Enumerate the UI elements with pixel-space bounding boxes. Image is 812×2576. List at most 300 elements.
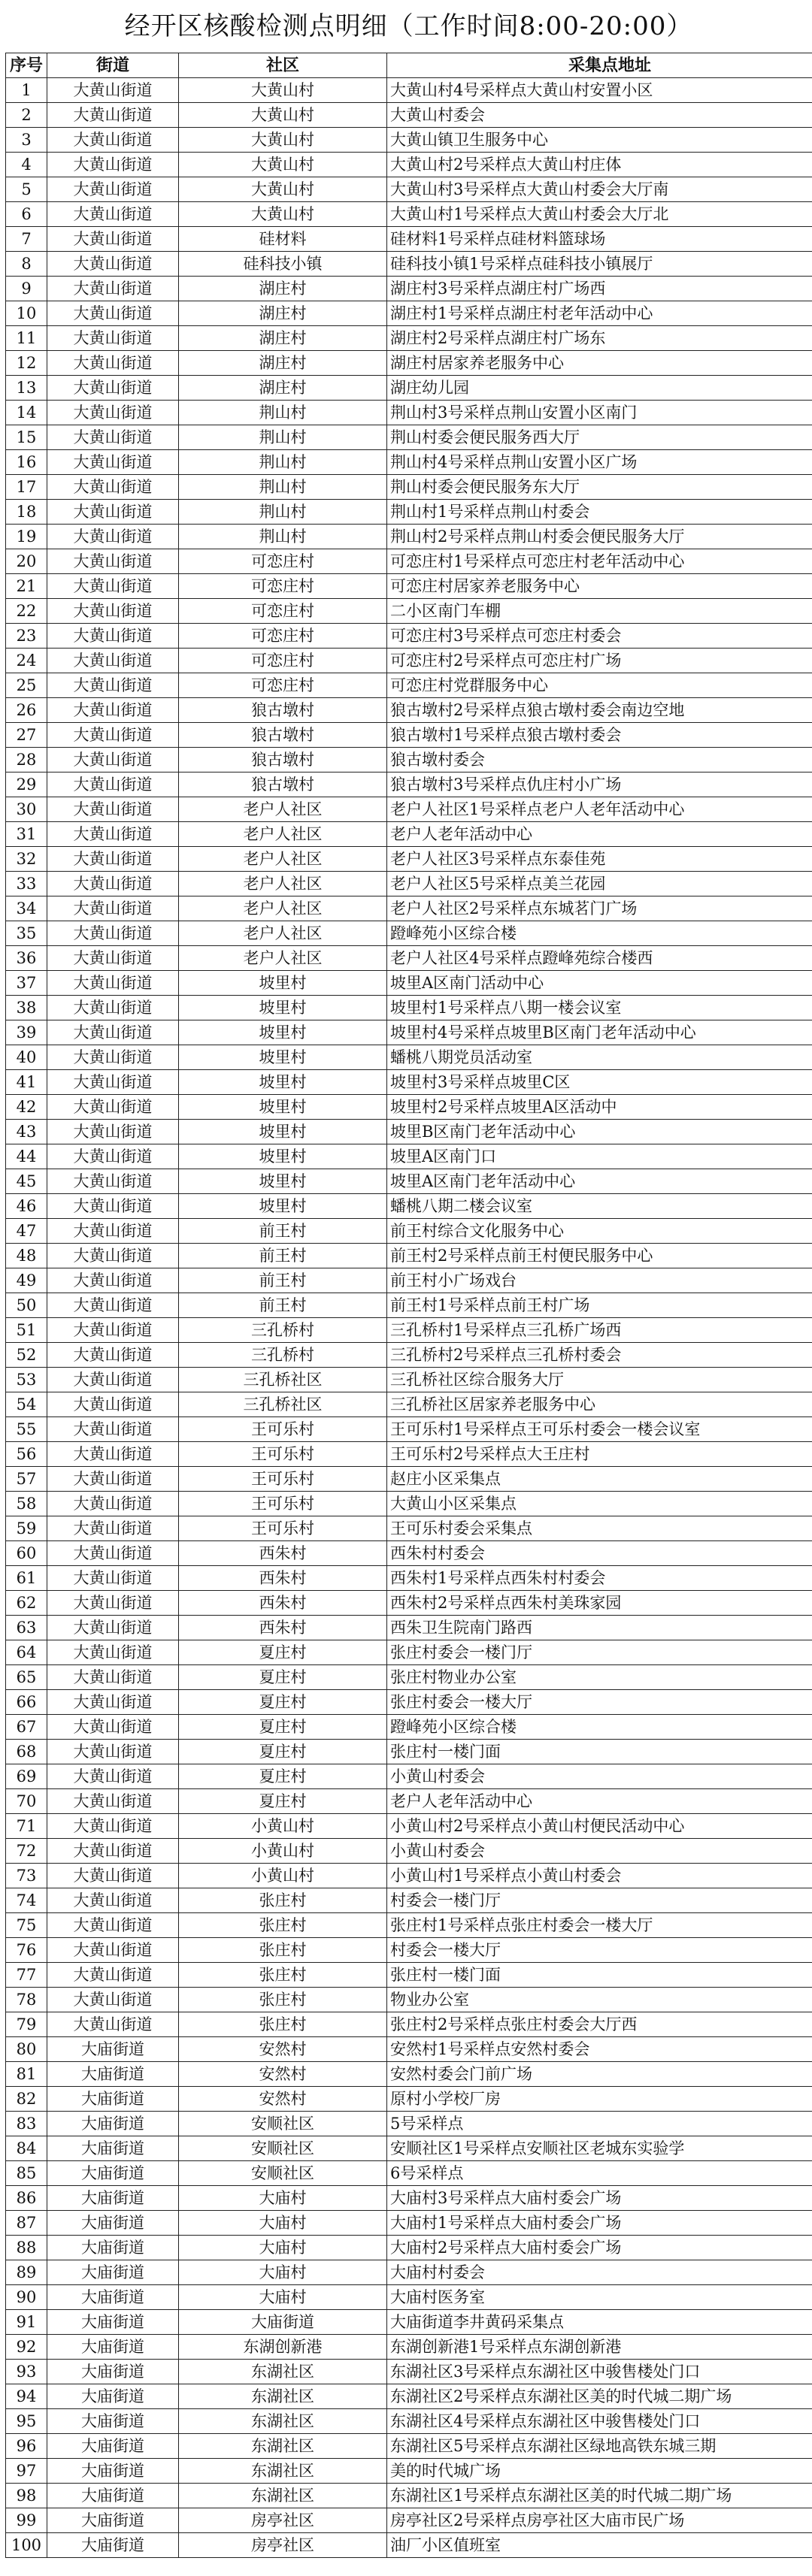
table-row bbox=[6, 2186, 812, 2211]
row-address: 坡里村3号采样点坡里C区 bbox=[387, 1070, 812, 1095]
row-address: 大庙村1号采样点大庙村委会广场 bbox=[387, 2211, 812, 2236]
row-street: 大黄山街道 bbox=[47, 1293, 179, 1318]
table-row bbox=[6, 177, 812, 202]
row-address: 张庄村2号采样点张庄村委会大厅西 bbox=[387, 2012, 812, 2037]
row-address: 蹬峰苑小区综合楼 bbox=[387, 1715, 812, 1740]
table-row bbox=[6, 1566, 812, 1591]
table-row bbox=[6, 673, 812, 698]
row-address: 大庙村村委会 bbox=[387, 2260, 812, 2285]
header-address: 采集点地址 bbox=[387, 53, 812, 78]
row-address: 大黄山村委会 bbox=[387, 103, 812, 128]
table-row bbox=[6, 2360, 812, 2384]
table-row bbox=[6, 1640, 812, 1665]
row-address: 老户人老年活动中心 bbox=[387, 822, 812, 847]
row-address: 原村小学校厂房 bbox=[387, 2087, 812, 2112]
row-address: 大黄山镇卫生服务中心 bbox=[387, 128, 812, 153]
table-row bbox=[6, 103, 812, 128]
row-number: 30 bbox=[6, 797, 47, 822]
row-community: 湖庄村 bbox=[179, 326, 387, 351]
row-address: 老户人社区2号采样点东城茗门广场 bbox=[387, 896, 812, 921]
row-address: 大黄山村2号采样点大黄山村庄体 bbox=[387, 153, 812, 177]
table-row bbox=[6, 921, 812, 946]
table-row bbox=[6, 2310, 812, 2335]
row-community: 安然村 bbox=[179, 2037, 387, 2062]
row-address: 东湖社区2号采样点东湖社区美的时代城二期广场 bbox=[387, 2384, 812, 2409]
table-row bbox=[6, 202, 812, 227]
table-row bbox=[6, 624, 812, 649]
row-number: 69 bbox=[6, 1764, 47, 1789]
row-number: 58 bbox=[6, 1492, 47, 1516]
row-number: 15 bbox=[6, 425, 47, 450]
row-street: 大黄山街道 bbox=[47, 822, 179, 847]
row-community: 西朱村 bbox=[179, 1591, 387, 1616]
row-street: 大黄山街道 bbox=[47, 277, 179, 301]
table-row bbox=[6, 500, 812, 525]
row-address: 小黄山村委会 bbox=[387, 1839, 812, 1864]
row-address: 前王村1号采样点前王村广场 bbox=[387, 1293, 812, 1318]
row-address: 老户人社区3号采样点东泰佳苑 bbox=[387, 847, 812, 872]
row-street: 大黄山街道 bbox=[47, 1963, 179, 1988]
row-address: 坡里村4号采样点坡里B区南门老年活动中心 bbox=[387, 1020, 812, 1045]
row-street: 大黄山街道 bbox=[47, 1789, 179, 1814]
table-row bbox=[6, 1492, 812, 1516]
row-address: 安然村委会门前广场 bbox=[387, 2062, 812, 2087]
row-address: 张庄村一楼门面 bbox=[387, 1963, 812, 1988]
row-street: 大黄山街道 bbox=[47, 1516, 179, 1541]
table-row bbox=[6, 2260, 812, 2285]
row-community: 湖庄村 bbox=[179, 351, 387, 376]
table-row bbox=[6, 698, 812, 723]
row-street: 大黄山街道 bbox=[47, 872, 179, 896]
table-row bbox=[6, 1045, 812, 1070]
row-number: 24 bbox=[6, 649, 47, 673]
row-street: 大庙街道 bbox=[47, 2285, 179, 2310]
row-street: 大黄山街道 bbox=[47, 971, 179, 996]
row-street: 大黄山街道 bbox=[47, 376, 179, 401]
row-street: 大黄山街道 bbox=[47, 1194, 179, 1219]
table-row bbox=[6, 525, 812, 549]
row-community: 东湖社区 bbox=[179, 2409, 387, 2434]
row-street: 大庙街道 bbox=[47, 2533, 179, 2558]
row-community: 安然村 bbox=[179, 2087, 387, 2112]
row-number: 46 bbox=[6, 1194, 47, 1219]
row-number: 41 bbox=[6, 1070, 47, 1095]
row-community: 狼古墩村 bbox=[179, 772, 387, 797]
row-address: 荆山村2号采样点荆山村委会便民服务大厅 bbox=[387, 525, 812, 549]
row-address: 王可乐村委会采集点 bbox=[387, 1516, 812, 1541]
row-community: 硅材料 bbox=[179, 227, 387, 252]
row-address: 前王村2号采样点前王村便民服务中心 bbox=[387, 1244, 812, 1268]
row-community: 房亭社区 bbox=[179, 2508, 387, 2533]
row-number: 7 bbox=[6, 227, 47, 252]
row-community: 张庄村 bbox=[179, 2012, 387, 2037]
table-row bbox=[6, 797, 812, 822]
row-street: 大庙街道 bbox=[47, 2360, 179, 2384]
row-street: 大黄山街道 bbox=[47, 574, 179, 599]
row-community: 坡里村 bbox=[179, 971, 387, 996]
table-row bbox=[6, 1467, 812, 1492]
row-community: 夏庄村 bbox=[179, 1690, 387, 1715]
row-number: 38 bbox=[6, 996, 47, 1020]
table-row bbox=[6, 450, 812, 475]
table-row bbox=[6, 1293, 812, 1318]
row-number: 9 bbox=[6, 277, 47, 301]
row-community: 房亭社区 bbox=[179, 2533, 387, 2558]
row-community: 荆山村 bbox=[179, 500, 387, 525]
table-row bbox=[6, 599, 812, 624]
row-number: 12 bbox=[6, 351, 47, 376]
row-street: 大庙街道 bbox=[47, 2335, 179, 2360]
table-row bbox=[6, 1417, 812, 1442]
row-community: 大黄山村 bbox=[179, 128, 387, 153]
row-community: 坡里村 bbox=[179, 1045, 387, 1070]
row-address: 王可乐村1号采样点王可乐村委会一楼会议室 bbox=[387, 1417, 812, 1442]
table-row bbox=[6, 2161, 812, 2186]
row-street: 大庙街道 bbox=[47, 2434, 179, 2459]
row-address: 坡里B区南门老年活动中心 bbox=[387, 1120, 812, 1144]
row-community: 三孔桥社区 bbox=[179, 1368, 387, 1392]
row-street: 大黄山街道 bbox=[47, 1219, 179, 1244]
row-number: 99 bbox=[6, 2508, 47, 2533]
row-community: 夏庄村 bbox=[179, 1640, 387, 1665]
row-community: 小黄山村 bbox=[179, 1839, 387, 1864]
table-body bbox=[6, 78, 812, 2558]
row-community: 王可乐村 bbox=[179, 1442, 387, 1467]
row-address: 可恋庄村居家养老服务中心 bbox=[387, 574, 812, 599]
row-address: 湖庄村3号采样点湖庄村广场西 bbox=[387, 277, 812, 301]
row-number: 52 bbox=[6, 1343, 47, 1368]
row-number: 84 bbox=[6, 2136, 47, 2161]
table-row bbox=[6, 2384, 812, 2409]
row-number: 14 bbox=[6, 401, 47, 425]
table-row bbox=[6, 2037, 812, 2062]
row-community: 可恋庄村 bbox=[179, 649, 387, 673]
row-address: 东湖社区3号采样点东湖社区中骏售楼处门口 bbox=[387, 2360, 812, 2384]
row-number: 71 bbox=[6, 1814, 47, 1839]
row-street: 大黄山街道 bbox=[47, 1566, 179, 1591]
table-row bbox=[6, 996, 812, 1020]
row-community: 狼古墩村 bbox=[179, 748, 387, 772]
row-street: 大黄山街道 bbox=[47, 1864, 179, 1888]
table-row bbox=[6, 128, 812, 153]
row-community: 夏庄村 bbox=[179, 1715, 387, 1740]
row-street: 大黄山街道 bbox=[47, 1442, 179, 1467]
row-street: 大黄山街道 bbox=[47, 1665, 179, 1690]
row-number: 35 bbox=[6, 921, 47, 946]
row-number: 70 bbox=[6, 1789, 47, 1814]
row-street: 大庙街道 bbox=[47, 2384, 179, 2409]
row-number: 4 bbox=[6, 153, 47, 177]
row-community: 硅科技小镇 bbox=[179, 252, 387, 277]
row-address: 小黄山村1号采样点小黄山村委会 bbox=[387, 1864, 812, 1888]
table-row bbox=[6, 153, 812, 177]
row-address: 老户人社区1号采样点老户人老年活动中心 bbox=[387, 797, 812, 822]
row-number: 73 bbox=[6, 1864, 47, 1888]
table-row bbox=[6, 1888, 812, 1913]
table-row bbox=[6, 1814, 812, 1839]
row-community: 可恋庄村 bbox=[179, 549, 387, 574]
row-community: 大庙村 bbox=[179, 2285, 387, 2310]
row-community: 可恋庄村 bbox=[179, 624, 387, 649]
row-street: 大黄山街道 bbox=[47, 847, 179, 872]
row-address: 二小区南门车棚 bbox=[387, 599, 812, 624]
row-street: 大黄山街道 bbox=[47, 1343, 179, 1368]
row-address: 房亭社区2号采样点房亭社区大庙市民广场 bbox=[387, 2508, 812, 2533]
row-community: 可恋庄村 bbox=[179, 599, 387, 624]
row-community: 大黄山村 bbox=[179, 202, 387, 227]
row-street: 大黄山街道 bbox=[47, 1839, 179, 1864]
row-street: 大庙街道 bbox=[47, 2484, 179, 2508]
row-community: 三孔桥社区 bbox=[179, 1392, 387, 1417]
row-street: 大黄山街道 bbox=[47, 252, 179, 277]
row-number: 62 bbox=[6, 1591, 47, 1616]
row-community: 可恋庄村 bbox=[179, 673, 387, 698]
table-row bbox=[6, 2409, 812, 2434]
row-number: 78 bbox=[6, 1988, 47, 2012]
row-community: 前王村 bbox=[179, 1244, 387, 1268]
table-row bbox=[6, 1740, 812, 1764]
row-address: 坡里A区南门老年活动中心 bbox=[387, 1169, 812, 1194]
row-community: 夏庄村 bbox=[179, 1764, 387, 1789]
row-community: 前王村 bbox=[179, 1293, 387, 1318]
row-number: 64 bbox=[6, 1640, 47, 1665]
row-street: 大庙街道 bbox=[47, 2112, 179, 2136]
row-address: 可恋庄村2号采样点可恋庄村广场 bbox=[387, 649, 812, 673]
row-street: 大黄山街道 bbox=[47, 1144, 179, 1169]
row-street: 大黄山街道 bbox=[47, 896, 179, 921]
row-address: 可恋庄村3号采样点可恋庄村委会 bbox=[387, 624, 812, 649]
table-row bbox=[6, 1913, 812, 1938]
row-community: 小黄山村 bbox=[179, 1814, 387, 1839]
row-address: 大黄山村1号采样点大黄山村委会大厅北 bbox=[387, 202, 812, 227]
table-row bbox=[6, 2211, 812, 2236]
row-number: 27 bbox=[6, 723, 47, 748]
table-row bbox=[6, 1541, 812, 1566]
row-number: 2 bbox=[6, 103, 47, 128]
row-street: 大庙街道 bbox=[47, 2161, 179, 2186]
row-address: 荆山村4号采样点荆山安置小区广场 bbox=[387, 450, 812, 475]
row-address: 大黄山小区采集点 bbox=[387, 1492, 812, 1516]
row-street: 大黄山街道 bbox=[47, 549, 179, 574]
row-address: 王可乐村2号采样点大王庄村 bbox=[387, 1442, 812, 1467]
table-row bbox=[6, 227, 812, 252]
row-number: 5 bbox=[6, 177, 47, 202]
row-street: 大黄山街道 bbox=[47, 1417, 179, 1442]
row-number: 36 bbox=[6, 946, 47, 971]
row-community: 王可乐村 bbox=[179, 1467, 387, 1492]
row-street: 大庙街道 bbox=[47, 2260, 179, 2285]
row-number: 90 bbox=[6, 2285, 47, 2310]
row-street: 大黄山街道 bbox=[47, 599, 179, 624]
row-street: 大黄山街道 bbox=[47, 1814, 179, 1839]
row-address: 可恋庄村党群服务中心 bbox=[387, 673, 812, 698]
row-number: 53 bbox=[6, 1368, 47, 1392]
row-community: 夏庄村 bbox=[179, 1740, 387, 1764]
row-street: 大黄山街道 bbox=[47, 624, 179, 649]
row-community: 老户人社区 bbox=[179, 797, 387, 822]
row-street: 大黄山街道 bbox=[47, 1120, 179, 1144]
row-street: 大黄山街道 bbox=[47, 1268, 179, 1293]
table-row bbox=[6, 1070, 812, 1095]
row-number: 19 bbox=[6, 525, 47, 549]
row-street: 大黄山街道 bbox=[47, 326, 179, 351]
row-street: 大庙街道 bbox=[47, 2136, 179, 2161]
row-community: 安顺社区 bbox=[179, 2161, 387, 2186]
row-number: 56 bbox=[6, 1442, 47, 1467]
table-row bbox=[6, 2335, 812, 2360]
row-street: 大黄山街道 bbox=[47, 1888, 179, 1913]
row-number: 68 bbox=[6, 1740, 47, 1764]
row-community: 王可乐村 bbox=[179, 1516, 387, 1541]
row-number: 92 bbox=[6, 2335, 47, 2360]
table-row bbox=[6, 1988, 812, 2012]
row-number: 20 bbox=[6, 549, 47, 574]
row-street: 大黄山街道 bbox=[47, 1244, 179, 1268]
row-community: 夏庄村 bbox=[179, 1665, 387, 1690]
table-row bbox=[6, 301, 812, 326]
table-header-row bbox=[6, 53, 812, 78]
row-address: 美的时代城广场 bbox=[387, 2459, 812, 2484]
row-address: 湖庄幼儿园 bbox=[387, 376, 812, 401]
row-address: 小黄山村2号采样点小黄山村便民活动中心 bbox=[387, 1814, 812, 1839]
row-community: 前王村 bbox=[179, 1268, 387, 1293]
row-street: 大黄山街道 bbox=[47, 996, 179, 1020]
row-street: 大庙街道 bbox=[47, 2037, 179, 2062]
row-number: 94 bbox=[6, 2384, 47, 2409]
row-community: 荆山村 bbox=[179, 401, 387, 425]
row-community: 三孔桥村 bbox=[179, 1318, 387, 1343]
row-address: 硅材料1号采样点硅材料篮球场 bbox=[387, 227, 812, 252]
row-community: 老户人社区 bbox=[179, 872, 387, 896]
row-number: 42 bbox=[6, 1095, 47, 1120]
row-address: 张庄村委会一楼大厅 bbox=[387, 1690, 812, 1715]
row-street: 大庙街道 bbox=[47, 2508, 179, 2533]
row-street: 大黄山街道 bbox=[47, 946, 179, 971]
row-number: 96 bbox=[6, 2434, 47, 2459]
row-community: 坡里村 bbox=[179, 1120, 387, 1144]
table-row bbox=[6, 1219, 812, 1244]
table-row bbox=[6, 1616, 812, 1640]
row-address: 三孔桥村2号采样点三孔桥村委会 bbox=[387, 1343, 812, 1368]
row-address: 湖庄村1号采样点湖庄村老年活动中心 bbox=[387, 301, 812, 326]
row-street: 大黄山街道 bbox=[47, 475, 179, 500]
row-community: 夏庄村 bbox=[179, 1789, 387, 1814]
row-street: 大黄山街道 bbox=[47, 177, 179, 202]
row-number: 26 bbox=[6, 698, 47, 723]
row-community: 东湖社区 bbox=[179, 2434, 387, 2459]
row-community: 荆山村 bbox=[179, 425, 387, 450]
table-row bbox=[6, 649, 812, 673]
row-number: 45 bbox=[6, 1169, 47, 1194]
row-street: 大黄山街道 bbox=[47, 1045, 179, 1070]
row-community: 坡里村 bbox=[179, 1095, 387, 1120]
row-number: 76 bbox=[6, 1938, 47, 1963]
row-community: 张庄村 bbox=[179, 1888, 387, 1913]
row-street: 大黄山街道 bbox=[47, 1913, 179, 1938]
row-street: 大黄山街道 bbox=[47, 1715, 179, 1740]
row-number: 29 bbox=[6, 772, 47, 797]
row-street: 大黄山街道 bbox=[47, 1392, 179, 1417]
row-street: 大黄山街道 bbox=[47, 78, 179, 103]
row-street: 大黄山街道 bbox=[47, 500, 179, 525]
row-address: 张庄村委会一楼门厅 bbox=[387, 1640, 812, 1665]
table-row bbox=[6, 1268, 812, 1293]
row-community: 东湖创新港 bbox=[179, 2335, 387, 2360]
row-street: 大黄山街道 bbox=[47, 1169, 179, 1194]
row-street: 大庙街道 bbox=[47, 2186, 179, 2211]
table-row bbox=[6, 1244, 812, 1268]
row-number: 65 bbox=[6, 1665, 47, 1690]
row-number: 23 bbox=[6, 624, 47, 649]
row-street: 大黄山街道 bbox=[47, 401, 179, 425]
row-address: 5号采样点 bbox=[387, 2112, 812, 2136]
row-street: 大庙街道 bbox=[47, 2062, 179, 2087]
table-row bbox=[6, 574, 812, 599]
row-street: 大黄山街道 bbox=[47, 1095, 179, 1120]
row-number: 10 bbox=[6, 301, 47, 326]
row-community: 东湖社区 bbox=[179, 2384, 387, 2409]
row-community: 坡里村 bbox=[179, 1020, 387, 1045]
table-row bbox=[6, 2484, 812, 2508]
row-address: 小黄山村委会 bbox=[387, 1764, 812, 1789]
row-street: 大庙街道 bbox=[47, 2211, 179, 2236]
table-row bbox=[6, 2062, 812, 2087]
table-row bbox=[6, 1938, 812, 1963]
row-address: 蹬峰苑小区综合楼 bbox=[387, 921, 812, 946]
row-number: 81 bbox=[6, 2062, 47, 2087]
row-number: 82 bbox=[6, 2087, 47, 2112]
row-address: 东湖创新港1号采样点东湖创新港 bbox=[387, 2335, 812, 2360]
table-row bbox=[6, 1789, 812, 1814]
row-number: 79 bbox=[6, 2012, 47, 2037]
row-address: 老户人老年活动中心 bbox=[387, 1789, 812, 1814]
row-community: 安顺社区 bbox=[179, 2136, 387, 2161]
row-number: 98 bbox=[6, 2484, 47, 2508]
row-address: 村委会一楼大厅 bbox=[387, 1938, 812, 1963]
row-address: 张庄村一楼门面 bbox=[387, 1740, 812, 1764]
row-street: 大黄山街道 bbox=[47, 202, 179, 227]
row-address: 大庙村医务室 bbox=[387, 2285, 812, 2310]
row-community: 老户人社区 bbox=[179, 822, 387, 847]
row-address: 西朱卫生院南门路西 bbox=[387, 1616, 812, 1640]
row-number: 44 bbox=[6, 1144, 47, 1169]
row-street: 大庙街道 bbox=[47, 2459, 179, 2484]
row-address: 大黄山村3号采样点大黄山村委会大厅南 bbox=[387, 177, 812, 202]
table-row bbox=[6, 1392, 812, 1417]
row-number: 43 bbox=[6, 1120, 47, 1144]
row-street: 大黄山街道 bbox=[47, 525, 179, 549]
table-row bbox=[6, 748, 812, 772]
table-row bbox=[6, 401, 812, 425]
row-street: 大黄山街道 bbox=[47, 649, 179, 673]
row-street: 大黄山街道 bbox=[47, 723, 179, 748]
row-address: 物业办公室 bbox=[387, 1988, 812, 2012]
table-row bbox=[6, 896, 812, 921]
row-number: 39 bbox=[6, 1020, 47, 1045]
row-street: 大庙街道 bbox=[47, 2409, 179, 2434]
row-address: 油厂小区值班室 bbox=[387, 2533, 812, 2558]
table-row bbox=[6, 1442, 812, 1467]
table-row bbox=[6, 1516, 812, 1541]
row-address: 荆山村委会便民服务东大厅 bbox=[387, 475, 812, 500]
row-community: 张庄村 bbox=[179, 1988, 387, 2012]
row-number: 51 bbox=[6, 1318, 47, 1343]
row-address: 蟠桃八期二楼会议室 bbox=[387, 1194, 812, 1219]
row-community: 大黄山村 bbox=[179, 177, 387, 202]
row-community: 坡里村 bbox=[179, 996, 387, 1020]
row-street: 大黄山街道 bbox=[47, 2012, 179, 2037]
row-number: 3 bbox=[6, 128, 47, 153]
